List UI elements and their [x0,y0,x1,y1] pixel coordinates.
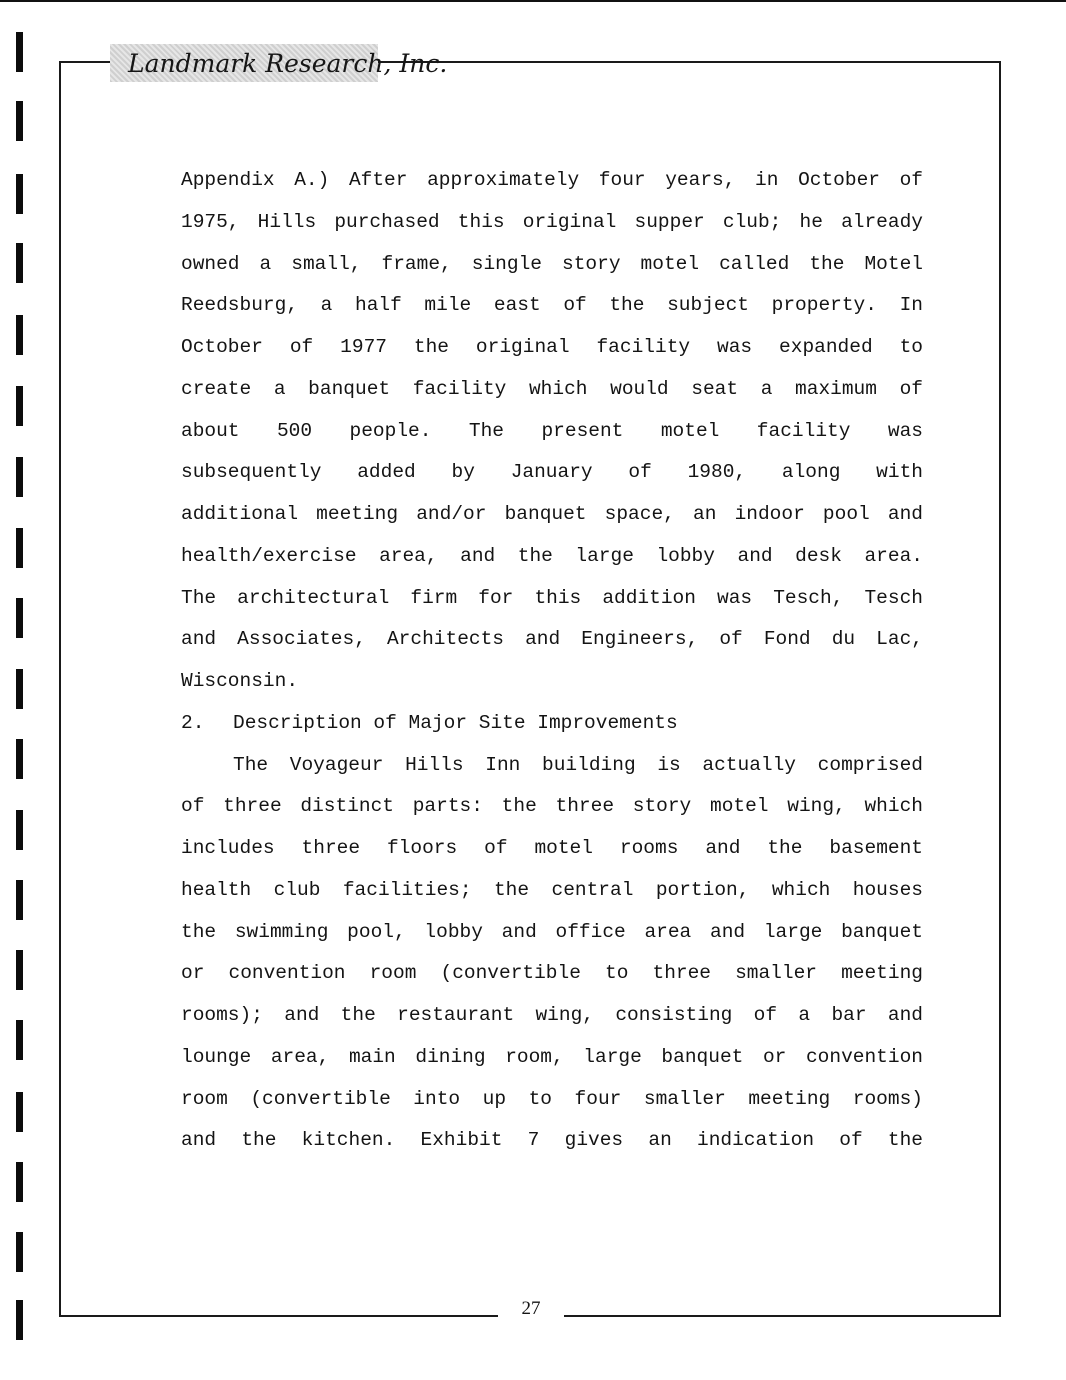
binding-hole [16,810,23,850]
binding-hole [16,739,23,779]
text-line: Reedsburg, a half mile east of the subject property. In [181,294,923,317]
section-title: Description of Major Site Improvements [233,711,678,734]
text-line: health/exercise area, and the large lobby and desk area. [181,544,923,567]
binding-hole [16,101,23,141]
text-line: lounge area, main dining room, large banquet or convention [181,1045,923,1068]
binding-hole [16,32,23,72]
text-line: health club facilities; the central portion, which houses [181,878,923,901]
text-line: additional meeting and/or banquet space, an indoor pool and [181,503,923,525]
text-line: and the kitchen. Exhibit 7 gives an indication of the [181,1129,923,1152]
text-line: create a banquet facility which would seat a maximum of [181,377,923,400]
binding-hole [16,1232,23,1272]
text-line: rooms); and the restaurant wing, consisting of a bar and [181,1004,923,1026]
binding-hole [16,315,23,355]
company-logo [110,44,448,82]
text-line: and Associates, Architects and Engineers, of Fond du Lac, [181,628,923,651]
binding-hole [16,950,23,990]
logo-text: Landmark Research, Inc. [128,48,448,78]
text-line: owned a small, frame, single story motel called the Motel [181,252,923,275]
binding-hole [16,528,23,568]
text-line: the swimming pool, lobby and office area and large banquet [181,920,923,943]
text-line: about 500 people. The present motel facility was [181,419,923,442]
binding-hole [16,386,23,426]
binding-hole [16,457,23,497]
text-line: room (convertible into up to four smaller meeting rooms) [181,1087,923,1110]
section-number: 2. [181,711,205,734]
binding-hole [16,1300,23,1340]
text-line: The architectural firm for this addition was Tesch, Tesch [181,586,923,609]
section-heading [181,703,923,745]
binding-hole [16,598,23,638]
text-line: subsequently added by January of 1980, along with [181,461,923,484]
binding-hole [16,1020,23,1060]
text-line: 1975, Hills purchased this original supper club; he already [181,210,923,233]
page-number: 27 [521,1298,541,1319]
page-top-edge [0,0,1066,2]
text-line: of three distinct parts: the three story motel wing, which [181,795,923,818]
text-line: Appendix A.) After approximately four years, in October of [181,169,923,191]
binding-hole [16,1162,23,1202]
binding-hole [16,243,23,283]
text-line: includes three floors of motel rooms and the basement [181,837,923,859]
text-line: The Voyageur Hills Inn building is actually comprised [233,753,923,776]
binding-hole [16,669,23,709]
text-line: October of 1977 the original facility was expanded to [181,336,923,358]
binding-hole [16,880,23,920]
text-line: Wisconsin. [181,670,299,692]
binding-hole [16,174,23,214]
text-line: or convention room (convertible to three smaller meeting [181,962,923,985]
binding-hole [16,1092,23,1132]
document-body [181,160,923,1162]
